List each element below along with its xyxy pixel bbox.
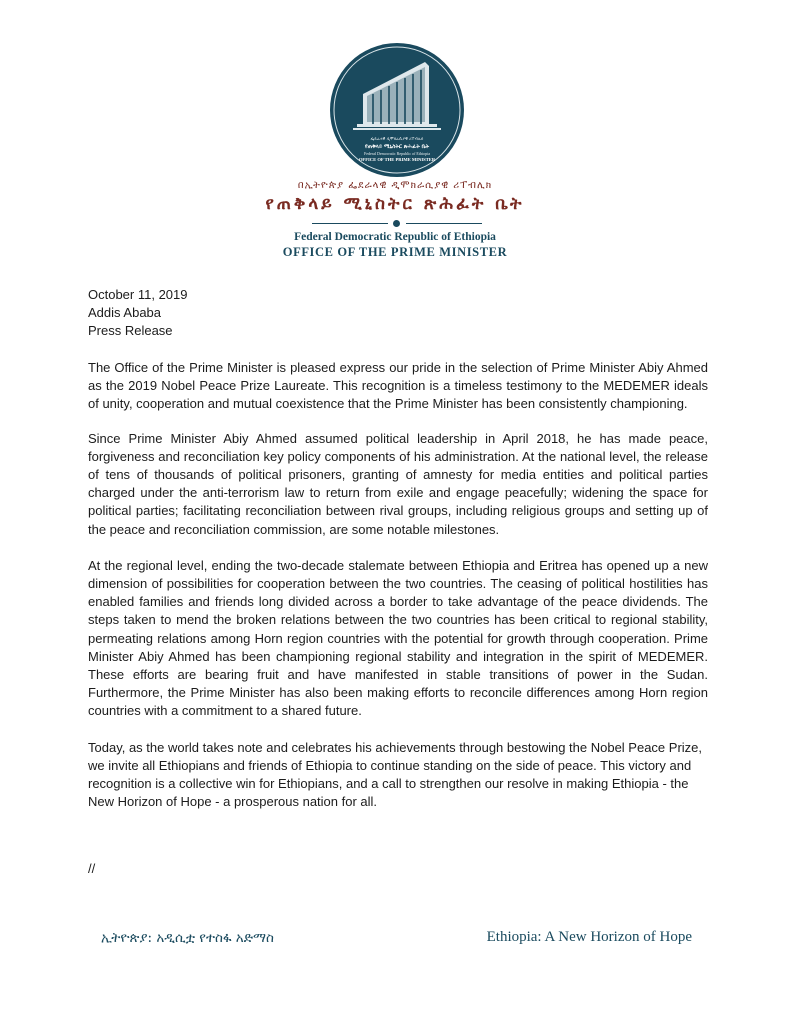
footer-amharic-slogan: ኢትዮጵያ: አዲሲቷ የተስፋ አድማስ [101,930,274,946]
svg-text:ፌዴራላዊ ዲሞክራሲያዊ ሪፐብሊክ: ፌዴራላዊ ዲሞክራሲያዊ ሪፐብሊክ [370,136,424,141]
paragraph-4: Today, as the world takes note and celebrates his achievements through bestowing the Nobel Peace Prize, we invite all Ethiopians and friends of Ethiopia to continue standing on the side of peace. This victory and recognition is a collective win for Ethiopians, and a call to strengthen our resolve in making Ethiopia - the New Horizon of Hope - a prosperous nation for all. [88,739,703,810]
footer-english-slogan: Ethiopia: A New Horizon of Hope [486,929,692,945]
paragraph-1: The Office of the Prime Minister is pleased express our pride in the selection of Prime Minister Abiy Ahmed as the 2019 Nobel Peace Prize Laureate. This recognition is a timeless testimony to the MEDEMER ideals of unity, cooperation and mutual coexistence that the Prime Minister has been consistently championing. [88,360,708,412]
release-type: Press Release [88,323,173,338]
svg-text:OFFICE OF THE PRIME MINISTER: OFFICE OF THE PRIME MINISTER [358,157,436,162]
letterhead-amharic-office: የጠቅላይ ሚኒስትር ጽሕፈት ቤት [265,194,525,214]
letterhead [0,0,790,270]
office-seal-logo [329,42,465,178]
closing-mark: // [88,861,96,876]
paragraph-2: Since Prime Minister Abiy Ahmed assumed political leadership in April 2018, he has made peace, forgiveness and reconciliation key policy components of his administration. At the national level, the release of tens of thousands of political prisoners, granting of amnesty for media entities and political parties charged under the anti-terrorism law to return from exile and engage peacefully; widening the space for political parties; facilitating reconciliation between rival groups, including religious groups and setting up of the peace and reconciliation commission, are some notable milestones. [88,430,708,537]
letterhead-divider [312,219,482,229]
release-meta [88,286,188,340]
letterhead-amharic-country: በኢትዮጵያ ፌደራላዊ ዲሞክራሲያዊ ሪፐብሊክ [297,180,493,191]
release-body [88,359,708,829]
svg-text:Federal Democratic Republic of: Federal Democratic Republic of Ethiopia [364,151,430,156]
letterhead-office-name: OFFICE OF THE PRIME MINISTER [282,245,508,259]
release-date: October 11, 2019 [88,287,188,302]
release-place: Addis Ababa [88,305,162,320]
letterhead-country-name: Federal Democratic Republic of Ethiopia [294,231,496,243]
svg-text:የጠቅላይ ሚኒስትር ጽሕፈት ቤት: የጠቅላይ ሚኒስትር ጽሕፈት ቤት [364,144,430,150]
paragraph-3: At the regional level, ending the two-decade stalemate between Ethiopia and Eritrea has opened up a new dimension of possibilities for cooperation between the two countries. The ceasing of political hostilities has enabled families and friends long divided across a border to take advantage of the peace dividends. The steps taken to mend the broken relations between the two countries has been critical to regional stability, permeating relations among Horn region countries with the potential for growth through cooperation. Prime Minister Abiy Ahmed has been championing regional stability and integration in the spirit of MEDEMER. These efforts are bearing fruit and have manifested in stable transitions of power in the Sudan. Furthermore, the Prime Minister has also been making efforts to reconcile differences among Horn region countries with a commitment to a shared future. [88,557,708,719]
